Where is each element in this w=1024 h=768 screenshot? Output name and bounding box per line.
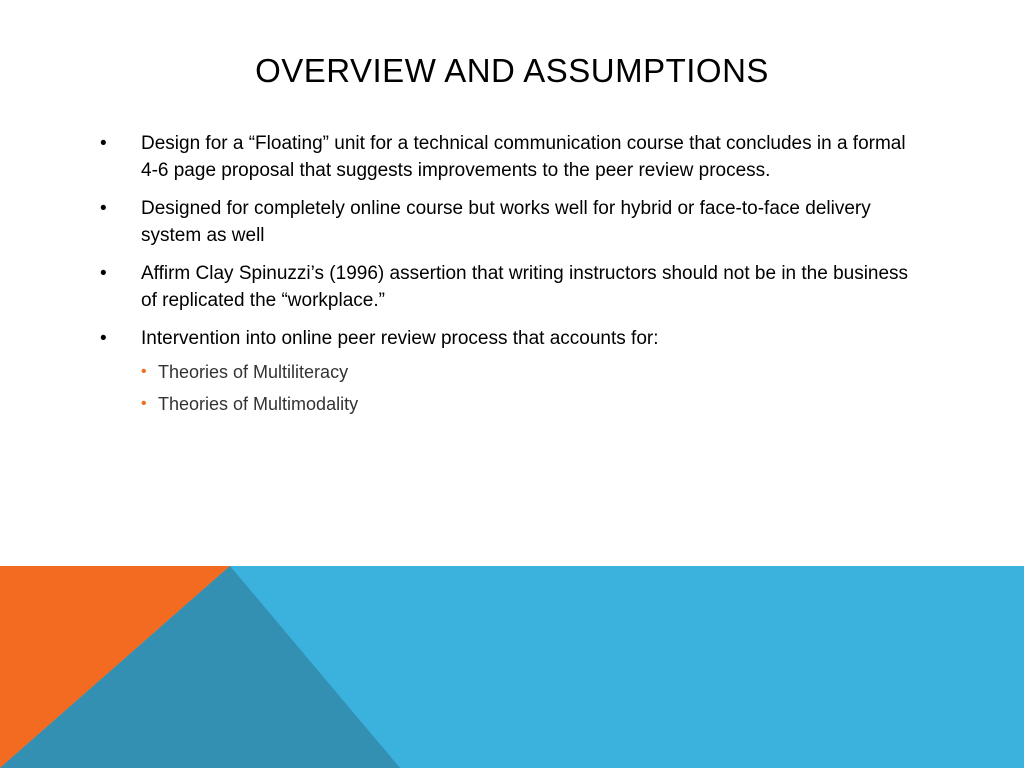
sub-bullet-list — [141, 356, 910, 420]
sub-bullet-item — [141, 388, 910, 420]
bullet-text: Affirm Clay Spinuzzi’s (1996) assertion that writing instructors should not be in the business of replicated the “workplace.” — [141, 263, 909, 311]
bullet-text: Design for a “Floating” unit for a technical communication course that concludes in a formal 4-6 page proposal that suggests improvements to the peer review process. — [141, 133, 906, 181]
bullet-item — [100, 325, 910, 420]
bullet-item — [100, 130, 910, 184]
slide-title: OVERVIEW AND ASSUMPTIONS — [255, 52, 769, 89]
sub-bullet-item — [141, 356, 910, 388]
bullet-item — [100, 195, 910, 249]
bullet-text: Intervention into online peer review process that accounts for: — [141, 328, 659, 349]
bullet-list — [100, 130, 910, 431]
bullet-item — [100, 260, 910, 314]
sub-bullet-text: Theories of Multiliteracy — [158, 362, 349, 382]
bullet-marker: • — [100, 198, 107, 219]
bullet-marker: • — [100, 133, 107, 154]
bullet-marker: • — [100, 328, 107, 349]
decorative-footer-band — [0, 566, 1024, 768]
bullet-text: Designed for completely online course but works well for hybrid or face-to-face delivery system as well — [141, 198, 871, 246]
bullet-marker: • — [100, 263, 107, 284]
sub-bullet-marker: • — [141, 363, 147, 380]
sub-bullet-marker: • — [141, 395, 147, 412]
sub-bullet-text: Theories of Multimodality — [158, 394, 359, 414]
